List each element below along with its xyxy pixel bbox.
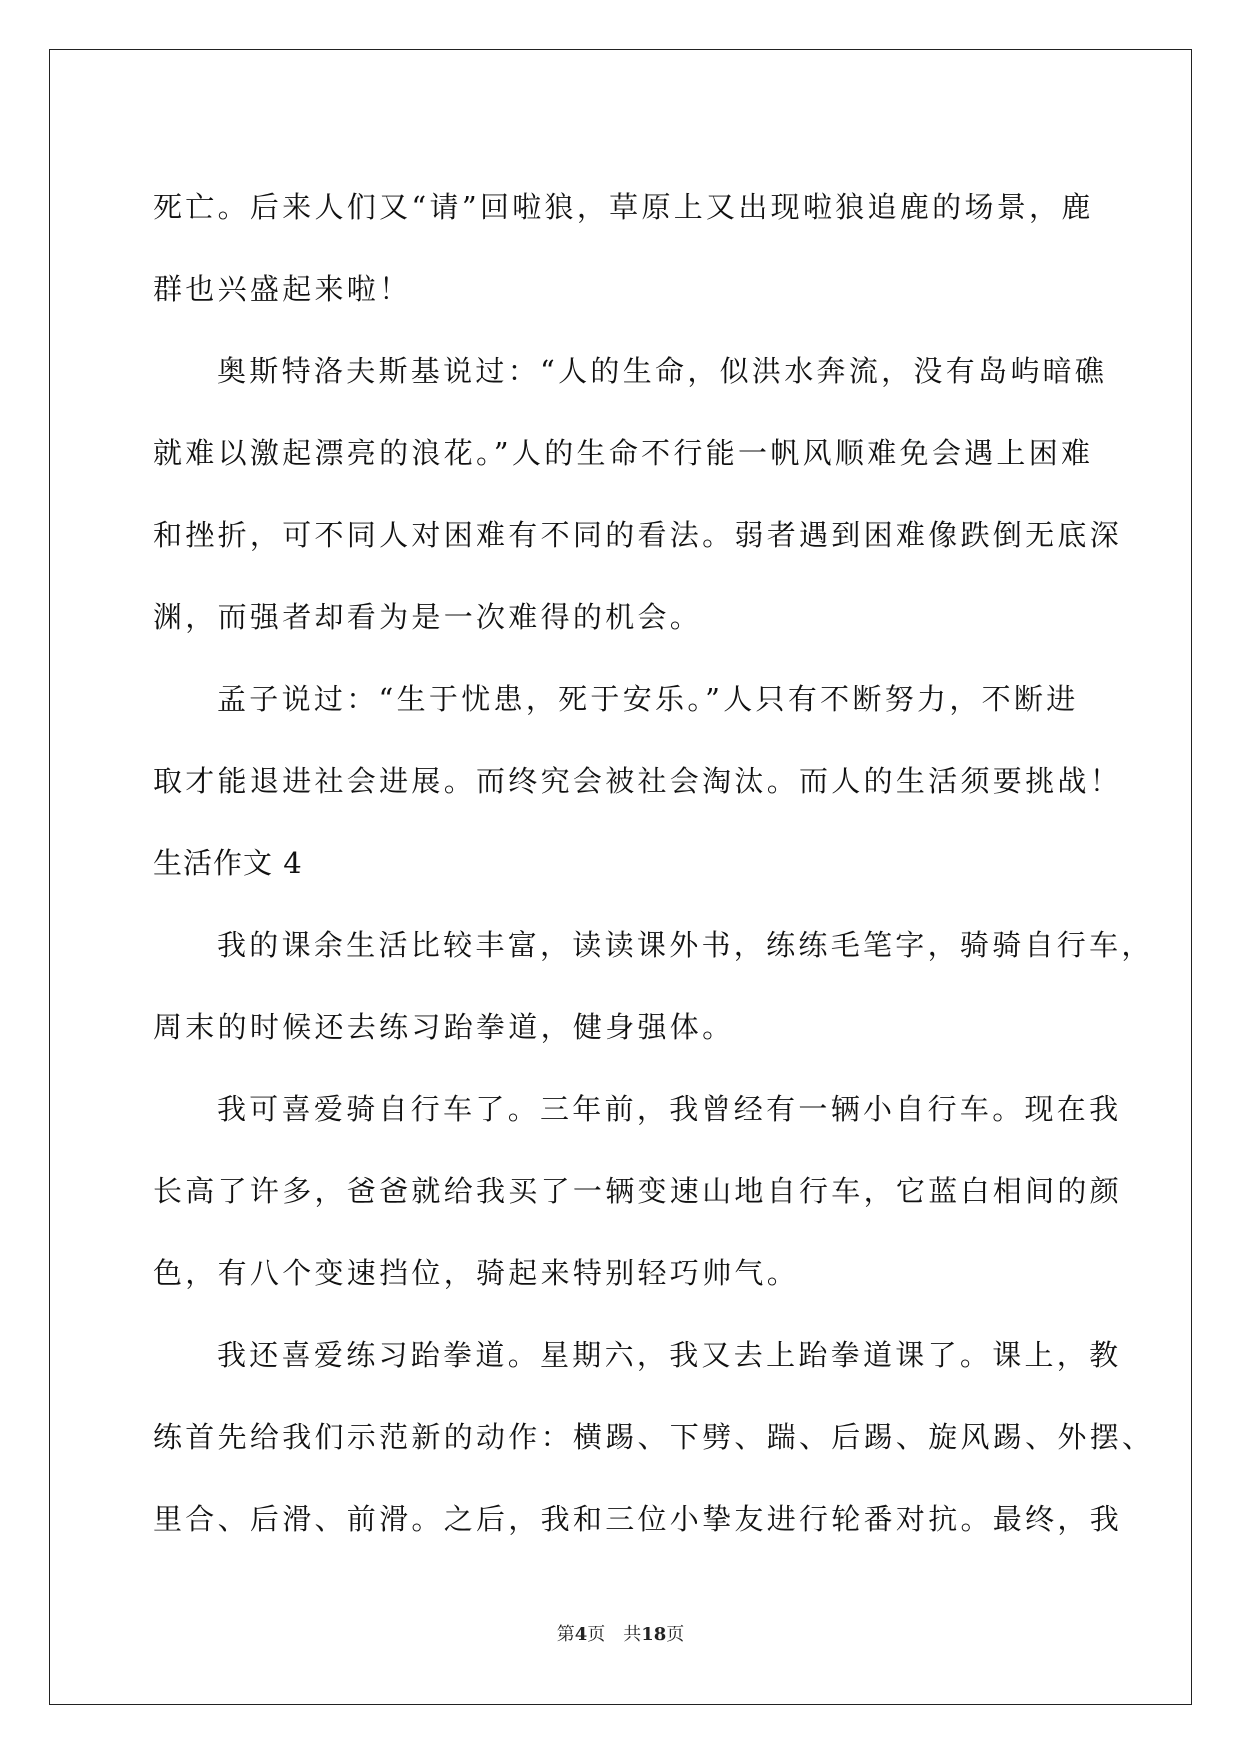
text-line: 里合、后滑、前滑。之后，我和三位小挚友进行轮番对抗。最终，我 [153, 1502, 1123, 1536]
paragraph-start-line: 孟子说过：“生于忧患，死于安乐。”人只有不断努力，不断进 [217, 682, 1079, 716]
section-heading: 生活作文 4 [153, 846, 303, 880]
text-line: 长高了许多，爸爸就给我买了一辆变速山地自行车，它蓝白相间的颜 [153, 1174, 1123, 1208]
text-line: 周末的时候还去练习跆拳道，健身强体。 [153, 1010, 735, 1044]
footer-total-suffix: 页 [666, 1624, 685, 1645]
text-line: 取才能退进社会进展。而终究会被社会淘汰。而人的生活须要挑战！ [153, 764, 1123, 798]
text-line: 和挫折，可不同人对困难有不同的看法。弱者遇到困难像跌倒无底深 [153, 518, 1123, 552]
page-footer [0, 1620, 1241, 1646]
total-pages-number: 18 [641, 1624, 667, 1645]
footer-prefix: 第 [556, 1624, 575, 1645]
document-body [153, 166, 1155, 1560]
paragraph-start-line: 我可喜爱骑自行车了。三年前，我曾经有一辆小自行车。现在我 [217, 1092, 1122, 1126]
text-line: 死亡。后来人们又“请”回啦狼，草原上又出现啦狼追鹿的场景，鹿 [153, 190, 1094, 224]
text-line: 练首先给我们示范新的动作：横踢、下劈、踹、后踢、旋风踢、外摆、 [153, 1420, 1155, 1454]
footer-total-prefix: 共 [623, 1624, 642, 1645]
text-line: 群也兴盛起来啦！ [153, 272, 412, 306]
paragraph-start-line: 我还喜爱练习跆拳道。星期六，我又去上跆拳道课了。课上，教 [217, 1338, 1122, 1372]
current-page-number: 4 [574, 1624, 588, 1645]
paragraph-start-line: 我的课余生活比较丰富，读读课外书，练练毛笔字，骑骑自行车， [217, 928, 1154, 962]
text-line: 色，有八个变速挡位，骑起来特别轻巧帅气。 [153, 1256, 800, 1290]
text-line: 就难以激起漂亮的浪花。”人的生命不行能一帆风顺难免会遇上困难 [153, 436, 1094, 470]
footer-page-word: 页 [587, 1624, 606, 1645]
text-line: 渊，而强者却看为是一次难得的机会。 [153, 600, 703, 634]
paragraph-start-line: 奥斯特洛夫斯基说过：“人的生命，似洪水奔流，没有岛屿暗礁 [217, 354, 1108, 388]
